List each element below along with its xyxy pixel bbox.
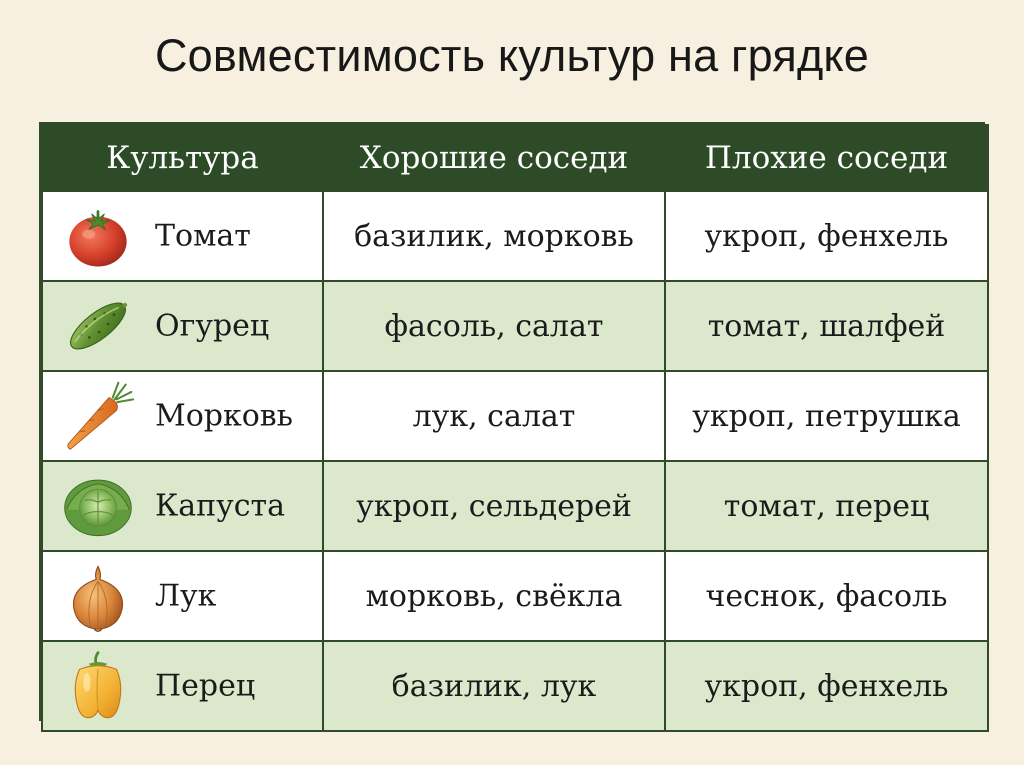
table-row (42, 551, 988, 641)
onion-icon (61, 559, 135, 633)
bad-neighbors-cell: укроп, петрушка (665, 371, 988, 461)
crop-cell (42, 281, 323, 371)
tomato-icon (61, 199, 135, 273)
crop-cell (42, 641, 323, 731)
table-row (42, 461, 988, 551)
good-neighbors-cell: базилик, морковь (323, 191, 665, 281)
good-neighbors-cell: базилик, лук (323, 641, 665, 731)
crop-name: Огурец (155, 308, 270, 344)
crop-cell (42, 461, 323, 551)
good-neighbors-cell: фасоль, салат (323, 281, 665, 371)
bad-neighbors-cell: чеснок, фасоль (665, 551, 988, 641)
bad-neighbors-cell: укроп, фенхель (665, 641, 988, 731)
bad-neighbors-cell: томат, шалфей (665, 281, 988, 371)
crop-name: Томат (155, 218, 251, 254)
good-neighbors-cell: морковь, свёкла (323, 551, 665, 641)
bad-neighbors-cell: укроп, фенхель (665, 191, 988, 281)
carrot-icon (61, 379, 135, 453)
column-header-bad-neighbors: Плохие соседи (665, 125, 988, 191)
bad-neighbors-cell: томат, перец (665, 461, 988, 551)
crop-name: Морковь (155, 398, 294, 434)
crop-name: Лук (155, 578, 217, 614)
compatibility-table (39, 122, 985, 721)
good-neighbors-cell: лук, салат (323, 371, 665, 461)
crop-name: Перец (155, 668, 256, 704)
column-header-good-neighbors: Хорошие соседи (323, 125, 665, 191)
table-row (42, 371, 988, 461)
crop-name: Капуста (155, 488, 286, 524)
table-row (42, 641, 988, 731)
pepper-icon (61, 649, 135, 723)
page-title: Совместимость культур на грядке (154, 30, 870, 81)
good-neighbors-cell: укроп, сельдерей (323, 461, 665, 551)
crop-cell (42, 551, 323, 641)
crop-cell (42, 191, 323, 281)
table-row (42, 191, 988, 281)
cucumber-icon (61, 289, 135, 363)
column-header-crop: Культура (42, 125, 323, 191)
table-row (42, 281, 988, 371)
crop-cell (42, 371, 323, 461)
table-header-row (42, 125, 988, 191)
cabbage-icon (61, 469, 135, 543)
